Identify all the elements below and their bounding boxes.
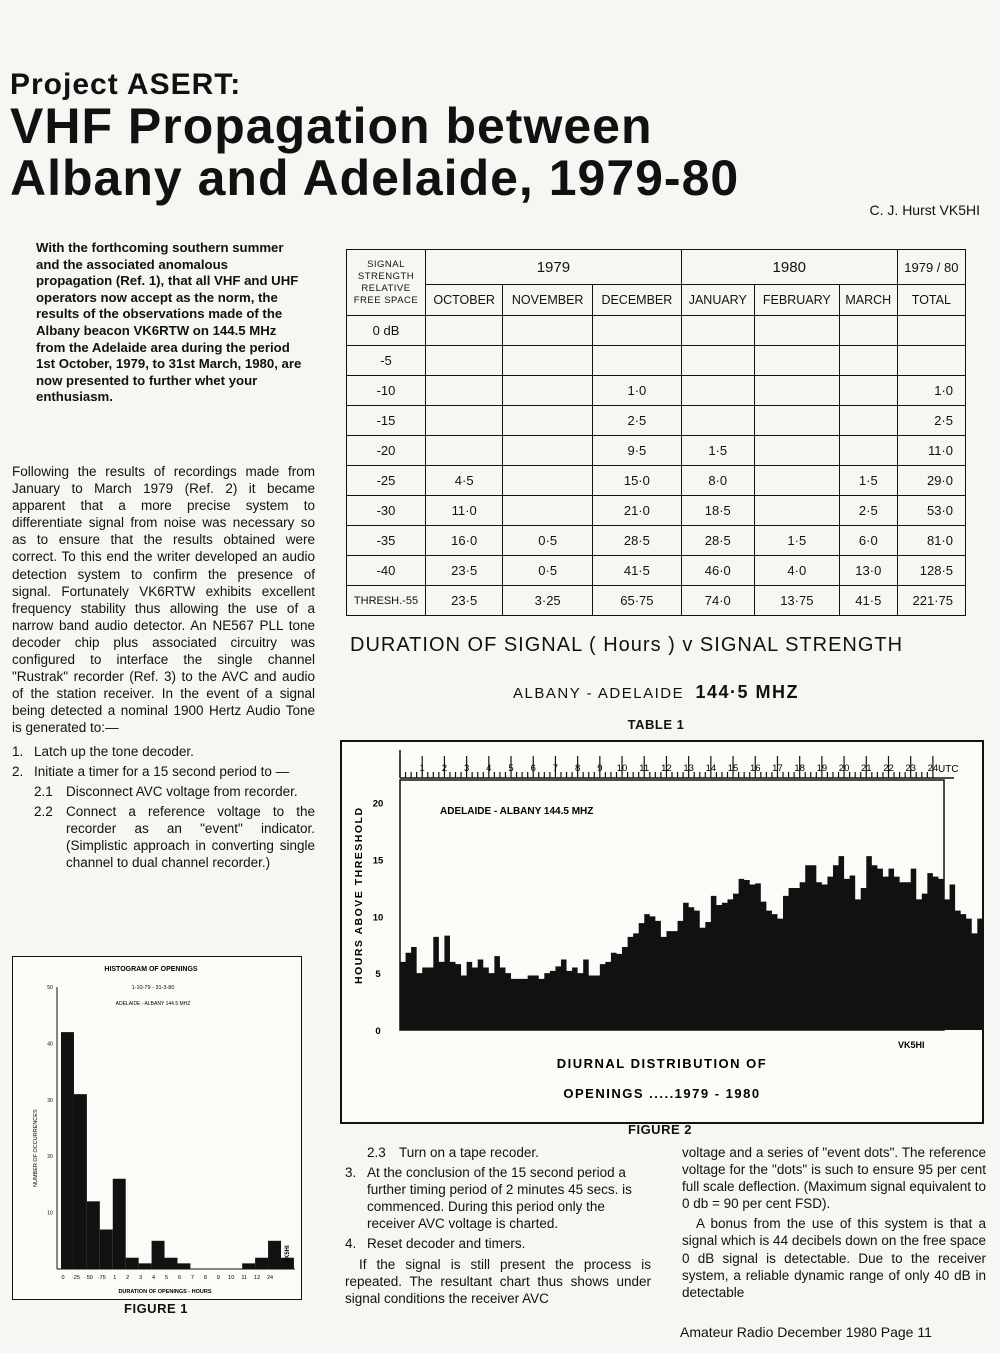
table-cell [426,316,503,346]
histogram-bar [74,1094,87,1269]
year-header-1979: 1979 [426,250,682,285]
table-cell [426,376,503,406]
table-cell [754,496,839,526]
x-tick-label: 2 [441,763,448,774]
table-cell: 2·5 [897,406,965,436]
table-cell [897,316,965,346]
x-tick-label: 9 [216,1275,220,1281]
table-cell: 41·5 [592,556,681,586]
table-cell [592,346,681,376]
table-cell [754,346,839,376]
table-cell: 11·0 [897,436,965,466]
table-body [347,316,966,616]
column-header: NOVEMBER [503,285,593,316]
table-cell: 15·0 [592,466,681,496]
table-cell: 1·0 [897,376,965,406]
intro-paragraph: With the forthcoming southern summer and the associated anomalous propagation (Ref. 1), that all VHF and UHF operators now accept as the norm, the results of the observations made of the Albany beacon VK6RTW on 144.5 MHz from the Adelaide area during the period 1st October, 1979, to 31st March, 1980, are now presented to further whet your enthusiasm. [36,240,302,405]
figure-2-label: FIGURE 2 [628,1122,692,1137]
table-cell [897,346,965,376]
x-tick-label: 10 [228,1275,235,1281]
y-tick-label: 40 [47,1041,53,1048]
diurnal-bars [400,856,982,1030]
table-caption: DURATION OF SIGNAL ( Hours ) v SIGNAL STRENGTH [350,634,904,656]
table-corner-header: SIGNAL STRENGTH RELATIVE FREE SPACE [347,250,426,316]
histogram-y-label: NUMBER OF OCCURRENCES [33,1109,39,1187]
y-tick-label: 5 [375,969,381,981]
x-tick-label: ·25 [71,1275,80,1281]
x-tick-label: 4 [152,1275,156,1281]
table-cell: 1·5 [754,526,839,556]
table-cell [426,436,503,466]
table-cell: 65·75 [592,586,681,616]
x-tick-label: 11 [639,763,650,774]
x-tick-label: 5 [508,763,514,774]
table-cell: 13·75 [754,586,839,616]
chart-caption-2: OPENINGS .....1979 - 1980 [563,1086,761,1101]
histogram-bar [268,1241,281,1269]
histogram-bar [165,1258,178,1269]
table-cell: 128·5 [897,556,965,586]
histogram-subtitle-1: 1-10-79 - 31-3-80 [131,985,175,991]
chart-caption-1: DIURNAL DISTRIBUTION OF [556,1056,768,1071]
table-cell: 6·0 [839,526,897,556]
table-row [347,376,966,406]
year-header-total: 1979 / 80 [897,250,965,285]
x-tick-label: 14 [705,763,717,774]
table-row [347,466,966,496]
table-cell [754,316,839,346]
list-item: 3. At the conclusion of the 15 second period a further timing period of 2 minutes 45 secs. is commenced. During this period only the receiver AVC voltage is charted. [345,1165,632,1232]
diurnal-chart [342,742,982,1122]
histogram-annotation: VK5HI [285,1245,291,1263]
author-byline: C. J. Hurst VK5HI [869,202,980,218]
table-cell: 21·0 [592,496,681,526]
column-header: TOTAL [897,285,965,316]
figure-1-label: FIGURE 1 [124,1301,188,1316]
x-tick-label: 12 [254,1275,261,1281]
table-cell: 2·5 [592,406,681,436]
table-cell [503,466,593,496]
histogram-bar [126,1258,139,1269]
row-header-cell: THRESH.-55 [347,586,426,616]
body-paragraph: voltage and a series of "event dots". The reference voltage for the "dots" is such to ensure 95 per cent full scale deflection. (Maximum signal equivalent to 0 db = 90 per cent FSD). [682,1145,986,1212]
x-tick-label: 17 [772,763,783,774]
histogram-chart [13,957,301,1299]
table-cell: 13·0 [839,556,897,586]
y-tick-label: 30 [47,1097,53,1104]
table-cell: 28·5 [681,526,754,556]
column-header: DECEMBER [592,285,681,316]
x-tick-label: 24 [927,763,939,774]
table-row [347,556,966,586]
column-header: FEBRUARY [754,285,839,316]
x-tick-label: 13 [683,763,694,774]
article-kicker: Project ASERT: [10,68,242,101]
x-tick-label: 23 [905,763,916,774]
table-cell: 74·0 [681,586,754,616]
y-tick-label: 10 [372,912,384,924]
column-header: MARCH [839,285,897,316]
histogram-x-label: DURATION OF OPENINGS - HOURS [118,1289,212,1295]
x-tick-label: 6 [530,763,536,774]
sub-list-item: 2.1 Disconnect AVC voltage from recorder. [34,783,298,799]
table-cell: 1·0 [592,376,681,406]
x-tick-label: 21 [860,763,872,774]
table-cell [503,316,593,346]
x-tick-label: 20 [838,763,850,774]
table-cell [839,346,897,376]
table-row [347,346,966,376]
signal-strength-table [346,249,966,616]
table-cell: 221·75 [897,586,965,616]
table-row [347,586,966,616]
table-cell: 28·5 [592,526,681,556]
table-cell: 23·5 [426,556,503,586]
title-line-2: Albany and Adelaide, 1979-80 [10,150,740,206]
y-tick-label: 0 [375,1026,381,1037]
article-title [10,100,995,204]
y-tick-label: 20 [372,798,384,810]
list-item: 1. Latch up the tone decoder. [12,743,194,759]
x-tick-label: 18 [794,763,805,774]
x-tick-label: 9 [597,763,603,774]
table-cell [503,346,593,376]
body-paragraph: A bonus from the use of this system is that a signal which is 44 decibels down on the free space 0 dB signal is detectable. Due to the receiver system, a reliable dynamic range of only 40 dB in detectable [682,1216,986,1300]
row-header-cell: -5 [347,346,426,376]
table-cell: 4·0 [754,556,839,586]
table-cell: 0·5 [503,556,593,586]
table-cell: 8·0 [681,466,754,496]
histogram-bar [113,1179,126,1269]
body-paragraph: If the signal is still present the process is repeated. The resultant chart thus shows under signal conditions the receiver AVC [345,1256,651,1306]
x-tick-label: 22 [883,763,894,774]
histogram-bar [87,1201,100,1269]
x-tick-label: 24 [266,1275,274,1281]
table-cell [754,466,839,496]
x-tick-label: 19 [816,763,828,774]
table-row [347,496,966,526]
column-header: JANUARY [681,285,754,316]
x-tick-label: 3 [139,1275,143,1281]
x-tick-label: 8 [203,1275,207,1281]
procedure-list-cont [345,1164,651,1252]
histogram-bar [177,1263,190,1269]
histogram-bar [139,1263,152,1269]
table-cell [503,496,593,526]
x-tick-label: 10 [616,763,628,774]
table-cell [681,316,754,346]
histogram-bar [242,1263,255,1269]
x-tick-label: ·75 [97,1275,106,1281]
sub-list-item: 2.3 Turn on a tape recoder. [367,1145,539,1160]
table-cell: 81·0 [897,526,965,556]
figure-1 [12,956,302,1300]
x-tick-label: 8 [574,763,581,774]
title-line-1: VHF Propagation between [10,98,653,154]
row-header-cell: -25 [347,466,426,496]
table-cell: 3·25 [503,586,593,616]
table-cell [839,316,897,346]
histogram-title: HISTOGRAM OF OPENINGS [104,966,198,973]
row-header-cell: -30 [347,496,426,526]
table-row [347,436,966,466]
y-tick-label: 15 [372,855,384,867]
column-header: OCTOBER [426,285,503,316]
page-footer: Amateur Radio December 1980 Page 11 [680,1324,932,1340]
row-header-cell: -40 [347,556,426,586]
year-header-1980: 1980 [681,250,897,285]
x-tick-label: 4 [486,763,492,774]
histogram-bar [61,1032,74,1269]
table-cell [503,406,593,436]
row-header-cell: 0 dB [347,316,426,346]
table-cell [592,316,681,346]
x-tick-label: 5 [164,1275,169,1281]
table-cell [839,436,897,466]
x-tick-label: 3 [463,763,470,774]
chart-annotation: VK5HI [898,1040,925,1050]
table-cell [839,406,897,436]
table-cell: 53·0 [897,496,965,526]
x-tick-label: 7 [190,1275,194,1281]
table-label: TABLE 1 [627,717,685,732]
body-column-2 [345,1144,651,1307]
table-cell: 29·0 [897,466,965,496]
y-axis-label: HOURS ABOVE THRESHOLD [353,806,365,984]
row-header-cell: -20 [347,436,426,466]
y-tick-label: 10 [47,1210,53,1217]
table-cell [681,406,754,436]
body-column-1 [12,463,315,874]
table-cell [839,376,897,406]
list-item: 4. Reset decoder and timers. [345,1236,526,1252]
table-cell: 1·5 [681,436,754,466]
procedure-list [12,743,315,780]
x-tick-label: 2 [126,1275,130,1281]
table-cell [426,406,503,436]
table-cell: 0·5 [503,526,593,556]
histogram-bar [255,1258,268,1269]
x-tick-label: 0 [61,1275,65,1281]
table-cell: 9·5 [592,436,681,466]
table-cell: 16·0 [426,526,503,556]
row-header-cell: -15 [347,406,426,436]
sub-list-item: 2.2 Connect a reference voltage to the recorder as an "event" indicator. (Simplistic approach in converting single channel to dual channel recorder.) [34,803,315,871]
table-cell [754,436,839,466]
table-cell [754,376,839,406]
table-cell [681,346,754,376]
histogram-bar [152,1241,165,1269]
histogram-subtitle-2: ADELAIDE - ALBANY 144.5 MHZ [115,1001,191,1007]
table-cell: 11·0 [426,496,503,526]
table-cell [754,406,839,436]
table-cell: 18·5 [681,496,754,526]
table-cell: 41·5 [839,586,897,616]
x-axis-unit: UTC [938,764,959,775]
table-row [347,526,966,556]
table-row [347,406,966,436]
body-paragraph: Following the results of recordings made from January to March 1979 (Ref. 2) it became apparent that a more precise system to differentiate signal from noise was necessary so as to ensure that the results obtained were correct. To this end the writer developed an audio detection system to confirm the presence of signal. Fortunately VK6RTW exhibits excellent frequency stability thus allowing the use of a narrow band audio detector. An NE567 PLL tone decoder chip plus associated circuitry was configured to interface the single channel "Rustrak" recorder (Ref. 3) to the AVC and audio of the station receiver. In the event of a signal being detected a nominal 1900 Hertz Audio Tone is generated to:— [12,464,315,736]
histogram-bar [100,1230,113,1269]
table-cell: 2·5 [839,496,897,526]
table-cell [426,346,503,376]
figure-2 [340,740,984,1124]
list-item: 2. Initiate a timer for a 15 second period to — [12,763,290,779]
x-tick-label: 1 [419,763,425,774]
x-tick-label: 15 [727,763,739,774]
x-tick-label: 1 [113,1275,117,1281]
table-cell: 46·0 [681,556,754,586]
table-subcaption: ALBANY - ADELAIDE 144·5 MHZ [513,682,799,702]
x-tick-label: 16 [749,763,761,774]
table-cell [503,376,593,406]
row-header-cell: -35 [347,526,426,556]
x-tick-label: 12 [661,763,672,774]
table-cell: 4·5 [426,466,503,496]
x-tick-label: 6 [177,1275,182,1281]
x-tick-label: 7 [552,763,559,774]
y-tick-label: 20 [47,1154,53,1161]
x-tick-label: ·50 [84,1275,93,1281]
table-cell [503,436,593,466]
x-tick-label: 11 [241,1275,248,1281]
body-column-3 [682,1144,986,1301]
table-cell [681,376,754,406]
y-tick-label: 50 [47,985,53,991]
table-cell: 1·5 [839,466,897,496]
table-cell: 23·5 [426,586,503,616]
table-row [347,316,966,346]
row-header-cell: -10 [347,376,426,406]
chart-title: ADELAIDE - ALBANY 144.5 MHZ [440,806,594,817]
